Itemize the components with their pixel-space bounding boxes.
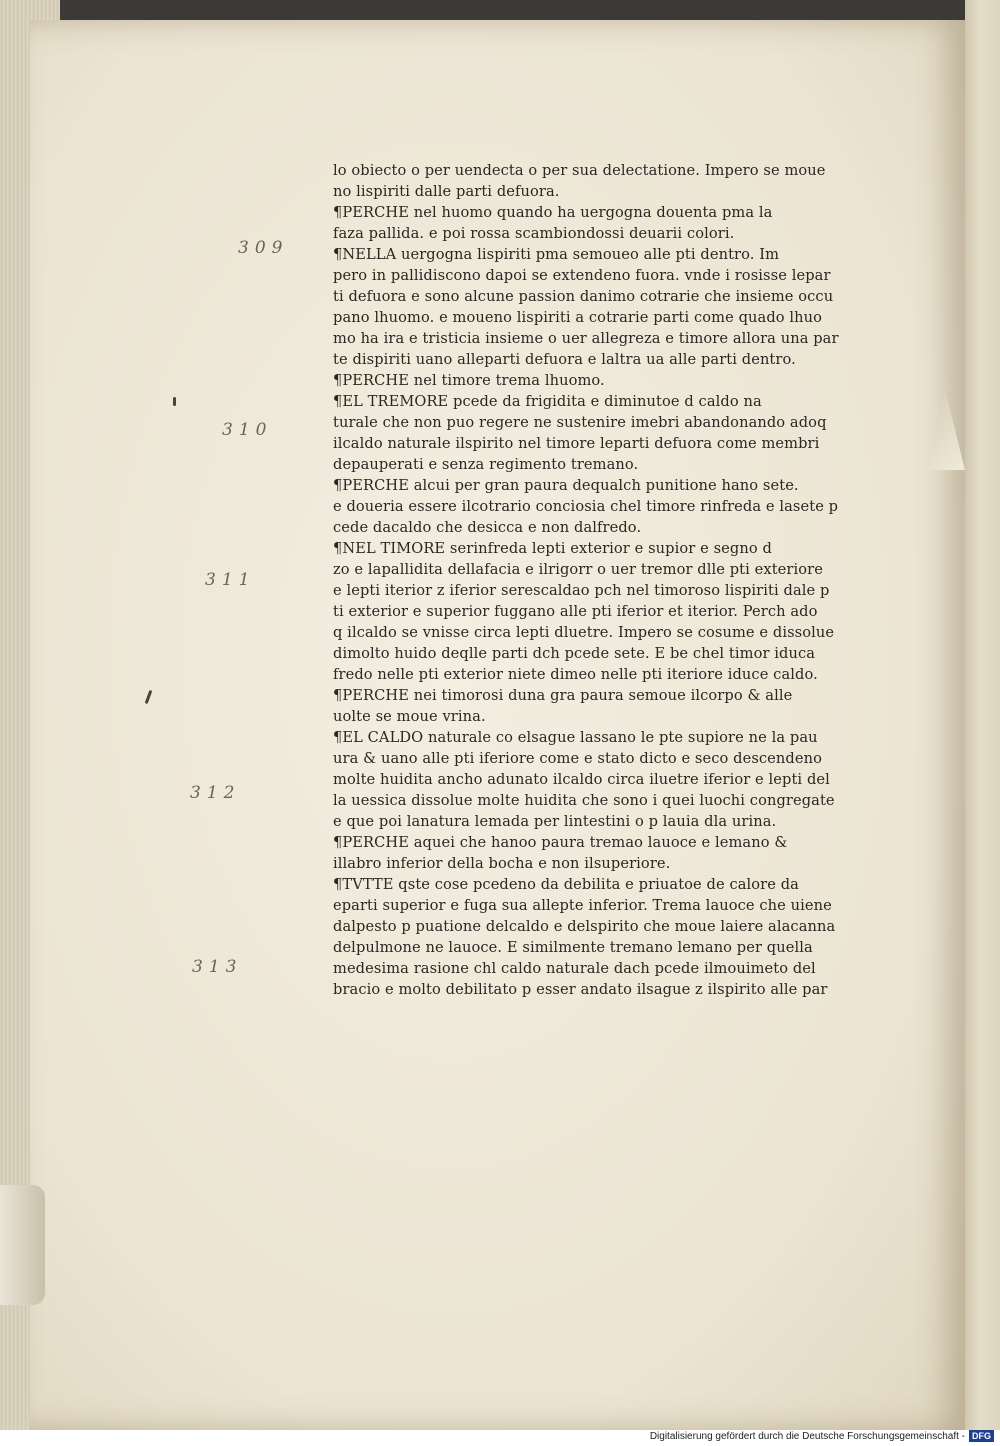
text-line: ¶PERCHE alcui per gran paura dequalch punitione hano sete. — [333, 477, 799, 494]
text-line: ¶PERCHE nel timore trema lhuomo. — [333, 372, 605, 389]
text-line: molte huidita ancho adunato ilcaldo circa iluetre iferior e lepti del — [333, 771, 830, 788]
text-line: ti defuora e sono alcune passion danimo cotrarie che insieme occu — [333, 288, 834, 305]
text-line: cede dacaldo che desicca e non dalfredo. — [333, 519, 642, 536]
footer-bar — [0, 1430, 1000, 1446]
text-line: ¶NELLA uergogna lispiriti pma semoueo alle pti dentro. Im — [333, 246, 780, 263]
text-line: lo obiecto o per uendecta o per sua delectatione. Impero se moue — [333, 162, 826, 179]
text-line: illabro inferior della bocha e non ilsuperiore. — [333, 855, 671, 872]
text-line: faza pallida. e poi rossa scambiondossi deuarii colori. — [333, 225, 735, 242]
ink-mark — [173, 397, 176, 406]
text-line: ¶PERCHE nel huomo quando ha uergogna douenta pma la — [333, 204, 773, 221]
text-line: e lepti iterior z iferior serescaldao pch nel timoroso lispiriti dale p — [333, 582, 830, 599]
text-line: uolte se moue vrina. — [333, 708, 486, 725]
margin-note: 312 — [190, 783, 241, 803]
text-line: ¶EL CALDO naturale co elsague lassano le pte supiore ne la pau — [333, 729, 818, 746]
text-line: pano lhuomo. e moueno lispiriti a cotrarie parti come quado lhuo — [333, 309, 823, 326]
text-line: q ilcaldo se vnisse circa lepti dluetre. Impero se cosume e dissolue — [333, 624, 835, 641]
text-line: ¶NEL TIMORE serinfreda lepti exterior e supior e segno d — [333, 540, 772, 557]
text-line: depauperati e senza regimento tremano. — [333, 456, 639, 473]
margin-note: 309 — [238, 238, 289, 258]
text-line: turale che non puo regere ne sustenire imebri abandonando adoq — [333, 414, 827, 431]
text-line: te dispiriti uano alleparti defuora e laltra ua alle parti dentro. — [333, 351, 796, 368]
text-line: eparti superior e fuga sua allepte inferior. Trema lauoce che uiene — [333, 897, 832, 914]
text-line: ura & uano alle pti iferiore come e stato dicto e seco descendeno — [333, 750, 822, 767]
text-line: no lispiriti dalle parti defuora. — [333, 183, 560, 200]
text-line: ¶TVTTE qste cose pcedeno da debilita e priuatoe de calore da — [333, 876, 799, 893]
text-line: e que poi lanatura lemada per lintestini o p lauia dla urina. — [333, 813, 777, 830]
text-line: mo ha ira e tristicia insieme o uer allegreza e timore allora una par — [333, 330, 839, 347]
margin-note: 310 — [222, 420, 273, 440]
footer-text: Digitalisierung gefördert durch die Deutsche Forschungsgemeinschaft - — [649, 1431, 965, 1442]
margin-note: 313 — [192, 957, 243, 977]
text-line: ilcaldo naturale ilspirito nel timore leparti defuora come membri — [333, 435, 820, 452]
text-line: fredo nelle pti exterior niete dimeo nelle pti iteriore iduce caldo. — [333, 666, 818, 683]
facing-page-edge — [965, 0, 1000, 1430]
text-line: ¶PERCHE aquei che hanoo paura tremao lauoce e lemano & — [333, 834, 788, 851]
text-line: e doueria essere ilcotrario conciosia chel timore rinfreda e lasete p — [333, 498, 839, 515]
text-line: pero in pallidiscono dapoi se extendeno fuora. vnde i rosisse lepar — [333, 267, 831, 284]
text-line: medesima rasione chl caldo naturale dach pcede ilmouimeto del — [333, 960, 816, 977]
text-line: bracio e molto debilitato p esser andato ilsague z ilspirito alle par — [333, 981, 828, 998]
dfg-logo: DFG — [969, 1430, 994, 1442]
margin-note: 311 — [205, 570, 256, 590]
page-clip — [0, 1185, 45, 1305]
text-line: ¶PERCHE nei timorosi duna gra paura semoue ilcorpo & alle — [333, 687, 793, 704]
text-line: la uessica dissolue molte huidita che sono i quei luochi congregate — [333, 792, 835, 809]
text-line: ti exterior e superior fuggano alle pti iferior et iterior. Perch ado — [333, 603, 818, 620]
text-line: ¶EL TREMORE pcede da frigidita e diminutoe d caldo na — [333, 393, 762, 410]
printed-text-block — [333, 160, 868, 1000]
text-line: dimolto huido deqlle parti dch pcede sete. E be chel timor iduca — [333, 645, 816, 662]
text-line: zo e lapallidita dellafacia e ilrigorr o uer tremor dlle pti exteriore — [333, 561, 823, 578]
text-line: dalpesto p puatione delcaldo e delspirito che moue laiere alacanna — [333, 918, 836, 935]
text-line: delpulmone ne lauoce. E similmente tremano lemano per quella — [333, 939, 813, 956]
